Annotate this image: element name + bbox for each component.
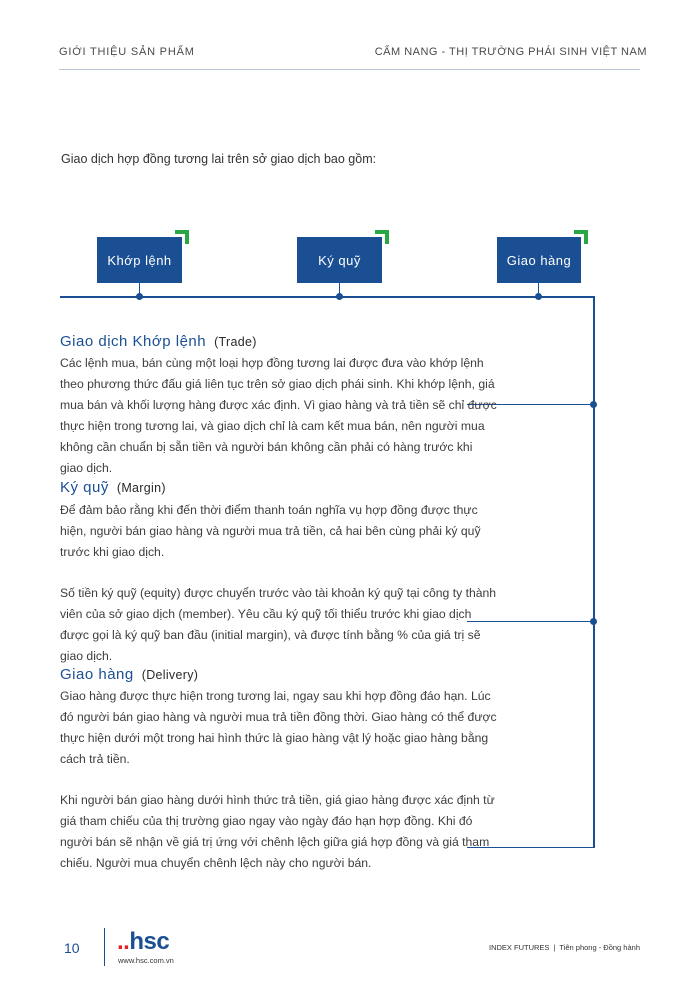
footer-brand: INDEX FUTURES (489, 943, 550, 952)
header-left-title: GIỚI THIỆU SẢN PHẨM (59, 46, 195, 58)
section-title-vi: Giao hàng (60, 666, 134, 683)
footer-slogan: Tiên phong - Đồng hành (559, 943, 640, 952)
timeline-dot (535, 293, 542, 300)
timeline-dot (136, 293, 143, 300)
timeline-dot (590, 618, 597, 625)
page-number: 10 (64, 940, 80, 956)
paragraph: Khi người bán giao hàng dưới hình thức trả tiền, giá giao hàng được xác định từ giá tham chiếu của thị trường giao ngay vào ngày đáo hạn hợp đồng. Khi đó người bán sẽ nhận về giá trị ứng với chênh lệch giữa giá hợp đồng và giá tham chiếu. Người mua chuyển chênh lệch này cho người bán. (60, 793, 495, 870)
hsc-logo (117, 930, 169, 954)
timeline-dot (336, 293, 343, 300)
header-divider (59, 69, 640, 70)
section-title-en: (Delivery) (141, 668, 199, 682)
paragraph: Để đảm bảo rằng khi đến thời điểm thanh toán nghĩa vụ hợp đồng được thực hiện, người bán giao hàng và người mua trả tiền, cả hai bên cùng phải ký quỹ trước khi giao dịch. (60, 503, 481, 559)
paragraph: Số tiền ký quỹ (equity) được chuyển trước vào tài khoản ký quỹ tại công ty thành viên của sở giao dịch (member). Yêu cầu ký quỹ tối thiểu trước khi giao dịch được gọi là ký quỹ ban đầu (initial margin), và được tính bằng % của giá trị sẽ giao dịch. (60, 586, 497, 663)
logo-text: hsc (129, 928, 170, 955)
step-box-ky-quy: Ký quỹ (297, 237, 382, 283)
step-box-khop-lenh: Khớp lệnh (97, 237, 182, 283)
section-title-trade (60, 333, 257, 350)
intro-text: Giao dịch hợp đồng tương lai trên sở giao dịch bao gồm: (61, 152, 377, 166)
footer-tagline (489, 943, 640, 952)
paragraph: Các lệnh mua, bán cùng một loại hợp đồng tương lai được đưa vào khớp lệnh theo phương thức đấu giá liên tục trên sở giao dịch phái sinh. Khi khớp lệnh, giá mua bán và khối lượng hàng được xác định. Vì giao hàng và trả tiền sẽ chỉ được thực hiện trong tương lai, và giao dịch chỉ là cam kết mua bán, nên người mua không cần chuẩn bị sẵn tiền và người bán không cần phải có hàng trước khi giao dịch. (60, 356, 497, 475)
timeline-vertical (593, 296, 595, 848)
website-url: www.hsc.com.vn (118, 956, 174, 965)
footer-separator: | (553, 943, 556, 952)
corner-accent (574, 230, 588, 244)
footer-divider (104, 928, 105, 966)
paragraph: Giao hàng được thực hiện trong tương lai, ngay sau khi hợp đồng đáo hạn. Lúc đó người bán giao hàng và người mua trả tiền đồng thời. Giao hàng có thể được thực hiện dưới một trong hai hình thức là giao hàng vật lý hoặc giao hàng bằng cách trả tiền. (60, 689, 497, 766)
section-title-vi: Giao dịch Khớp lệnh (60, 333, 207, 350)
logo-dots: .. (117, 928, 130, 955)
section-title-margin (60, 479, 166, 496)
section-title-en: (Trade) (214, 335, 257, 349)
timeline-dot (590, 401, 597, 408)
corner-accent (175, 230, 189, 244)
corner-accent (375, 230, 389, 244)
step-box-giao-hang: Giao hàng (497, 237, 581, 283)
section-title-delivery (60, 666, 198, 683)
section-title-vi: Ký quỹ (60, 479, 109, 496)
section-title-en: (Margin) (116, 481, 166, 495)
header-right-title: CẨM NANG - THỊ TRƯỜNG PHÁI SINH VIỆT NAM (374, 46, 647, 58)
